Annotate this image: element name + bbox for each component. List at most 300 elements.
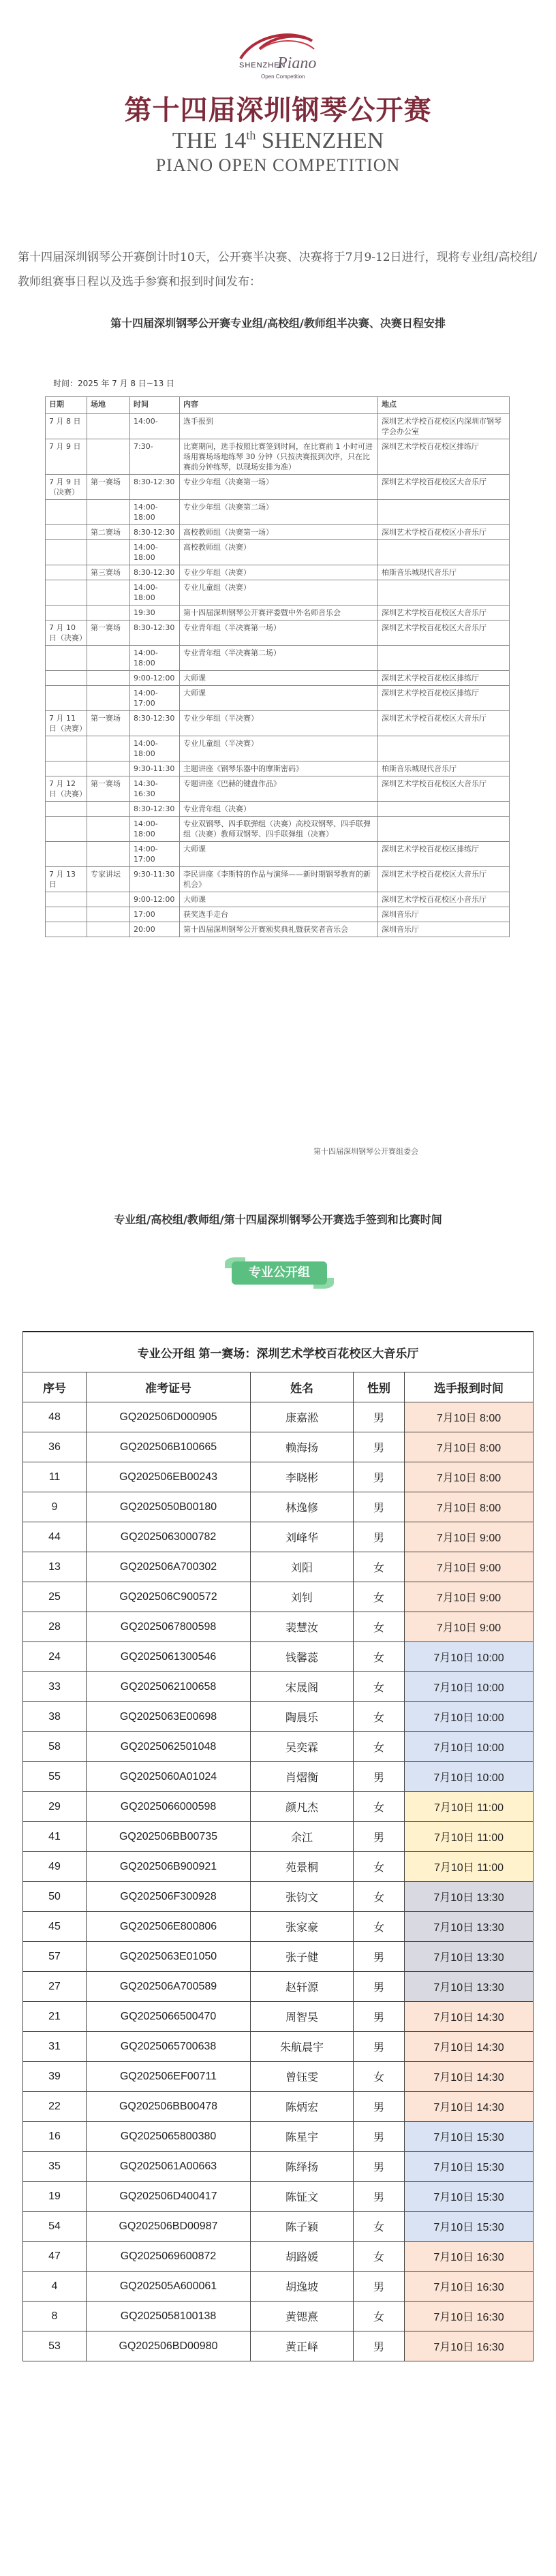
schedule-cell xyxy=(46,802,87,817)
schedule-cell xyxy=(87,439,130,475)
schedule-cell: 9:00-12:00 xyxy=(130,671,180,686)
schedule-cell xyxy=(46,606,87,621)
checkin-time-cell: 7月10日 11:00 xyxy=(405,1852,534,1882)
registration-cell: GQ2025062501048 xyxy=(87,1732,251,1762)
registration-cell: 55 xyxy=(23,1762,87,1792)
schedule-cell xyxy=(87,671,130,686)
registration-cell: 男 xyxy=(354,2032,405,2062)
checkin-time-cell: 7月10日 13:30 xyxy=(405,1882,534,1912)
registration-cell: 宋晟阁 xyxy=(251,1672,354,1702)
schedule-row xyxy=(46,565,510,580)
registration-cell: 陈钲文 xyxy=(251,2182,354,2212)
schedule-cell: 大师课 xyxy=(180,671,378,686)
schedule-table xyxy=(45,396,510,937)
registration-cell: 53 xyxy=(23,2331,87,2361)
registration-cell: GQ202506EF00711 xyxy=(87,2062,251,2092)
registration-cell: 47 xyxy=(23,2242,87,2272)
schedule-row xyxy=(46,686,510,711)
registration-caption: 专业公开组 第一赛场：深圳艺术学校百花校区大音乐厅 xyxy=(23,1332,534,1372)
registration-cell: GQ2025063E01050 xyxy=(87,1942,251,1972)
registration-cell: 陶晨乐 xyxy=(251,1702,354,1732)
registration-cell: 男 xyxy=(354,1432,405,1462)
schedule-cell: 专业儿童组（决赛） xyxy=(180,580,378,606)
registration-row xyxy=(23,2122,534,2152)
schedule-cell xyxy=(87,892,130,907)
registration-row xyxy=(23,1792,534,1822)
registration-cell: 54 xyxy=(23,2212,87,2242)
registration-cell: GQ2025065700638 xyxy=(87,2032,251,2062)
schedule-cell xyxy=(46,842,87,867)
registration-cell: 陈子颖 xyxy=(251,2212,354,2242)
schedule-row xyxy=(46,500,510,525)
schedule-row xyxy=(46,711,510,736)
registration-cell: 苑景桐 xyxy=(251,1852,354,1882)
registration-cell: 女 xyxy=(354,2242,405,2272)
schedule-cell xyxy=(46,736,87,761)
schedule-cell xyxy=(46,580,87,606)
registration-cell: 康嘉淞 xyxy=(251,1402,354,1432)
registration-cell: GQ2025061300546 xyxy=(87,1642,251,1672)
schedule-cell: 8:30-12:30 xyxy=(130,711,180,736)
registration-cell: 男 xyxy=(354,2272,405,2302)
schedule-row xyxy=(46,892,510,907)
registration-row xyxy=(23,1702,534,1732)
competition-logo xyxy=(0,29,556,83)
registration-cell: 朱航晨宇 xyxy=(251,2032,354,2062)
schedule-cell: 专家讲坛 xyxy=(87,867,130,892)
checkin-time-cell: 7月10日 14:30 xyxy=(405,2092,534,2122)
schedule-cell: 7 月 12 日（决赛） xyxy=(46,776,87,802)
registration-row xyxy=(23,2182,534,2212)
schedule-heading: 第十四届深圳钢琴公开赛专业组/高校组/教师组半决赛、决赛日程安排 xyxy=(110,317,446,330)
checkin-time-cell: 7月10日 16:30 xyxy=(405,2272,534,2302)
schedule-cell: 深圳艺术学校百花校区小音乐厅 xyxy=(378,892,510,907)
registration-cell: 周智昊 xyxy=(251,2002,354,2032)
logo-sub-text: Open Competition xyxy=(261,74,305,80)
registration-cell: GQ202506A700589 xyxy=(87,1972,251,2002)
registration-row xyxy=(23,1762,534,1792)
registration-cell: 女 xyxy=(354,1792,405,1822)
checkin-time-cell: 7月10日 15:30 xyxy=(405,2182,534,2212)
schedule-cell: 专业青年组（决赛） xyxy=(180,802,378,817)
checkin-time-cell: 7月10日 10:00 xyxy=(405,1642,534,1672)
schedule-cell: 7 月 8 日 xyxy=(46,414,87,439)
registration-cell: 50 xyxy=(23,1882,87,1912)
schedule-cell: 7 月 9 日 xyxy=(46,439,87,475)
schedule-cell: 第一赛场 xyxy=(87,621,130,646)
checkin-time-cell: 7月10日 13:30 xyxy=(405,1912,534,1942)
schedule-cell: 第一赛场 xyxy=(87,776,130,802)
schedule-cell: 14:00- xyxy=(130,414,180,439)
schedule-cell xyxy=(87,922,130,937)
registration-row xyxy=(23,1912,534,1942)
schedule-cell: 高校教师组（决赛） xyxy=(180,540,378,565)
registration-header-cell: 准考证号 xyxy=(87,1372,251,1402)
registration-cell: 男 xyxy=(354,2152,405,2182)
schedule-time: 时间：2025 年 7 月 8 日~13 日 xyxy=(53,379,175,388)
registration-cell: GQ2025066500470 xyxy=(87,2002,251,2032)
schedule-cell: 20:00 xyxy=(130,922,180,937)
schedule-cell xyxy=(87,761,130,776)
schedule-cell: 专业青年组（半决赛第二场） xyxy=(180,646,378,671)
checkin-time-cell: 7月10日 10:00 xyxy=(405,1762,534,1792)
checkin-time-cell: 7月10日 16:30 xyxy=(405,2302,534,2331)
schedule-header-cell: 时间 xyxy=(130,397,180,414)
schedule-row xyxy=(46,621,510,646)
schedule-cell: 深圳艺术学校百花校区大音乐厅 xyxy=(378,606,510,621)
registration-cell: GQ2025058100138 xyxy=(87,2302,251,2331)
schedule-cell: 7 月 9 日（决赛） xyxy=(46,475,87,500)
registration-cell: GQ202505A600061 xyxy=(87,2272,251,2302)
registration-cell: GQ2025063000782 xyxy=(87,1522,251,1552)
registration-row xyxy=(23,1852,534,1882)
schedule-cell: 大师课 xyxy=(180,842,378,867)
registration-row xyxy=(23,1942,534,1972)
registration-cell: 女 xyxy=(354,1702,405,1732)
registration-row xyxy=(23,1492,534,1522)
schedule-cell: 专题讲座《巴赫的键盘作品》 xyxy=(180,776,378,802)
registration-cell: 张家豪 xyxy=(251,1912,354,1942)
registration-row xyxy=(23,2272,534,2302)
schedule-header-row xyxy=(46,397,510,414)
schedule-cell: 深圳艺术学校百花校区大音乐厅 xyxy=(378,776,510,802)
schedule-cell: 专业少年组（决赛第一场） xyxy=(180,475,378,500)
schedule-cell: 9:30-11:30 xyxy=(130,761,180,776)
registration-cell: GQ2025069600872 xyxy=(87,2242,251,2272)
schedule-cell: 专业青年组（半决赛第一场） xyxy=(180,621,378,646)
schedule-cell: 8:30-12:30 xyxy=(130,525,180,540)
registration-cell: GQ202506BB00735 xyxy=(87,1822,251,1852)
schedule-cell: 主题讲座《钢琴乐器中的摩斯密码》 xyxy=(180,761,378,776)
schedule-cell: 深圳艺术学校百花校区排练厅 xyxy=(378,842,510,867)
registration-cell: 男 xyxy=(354,1762,405,1792)
schedule-row xyxy=(46,817,510,842)
schedule-cell xyxy=(378,500,510,525)
registration-row xyxy=(23,2002,534,2032)
registration-row xyxy=(23,1732,534,1762)
schedule-cell xyxy=(378,817,510,842)
registration-cell: 女 xyxy=(354,1612,405,1642)
schedule-row xyxy=(46,606,510,621)
registration-cell: 11 xyxy=(23,1462,87,1492)
registration-cell: GQ202506BB00478 xyxy=(87,2092,251,2122)
registration-table xyxy=(22,1331,534,2361)
schedule-footer: 第十四届深圳钢琴公开赛组委会 xyxy=(313,1147,418,1156)
checkin-time-cell: 7月10日 9:00 xyxy=(405,1582,534,1612)
registration-cell: 张子健 xyxy=(251,1942,354,1972)
schedule-cell xyxy=(87,500,130,525)
schedule-cell: 9:00-12:00 xyxy=(130,892,180,907)
schedule-cell: 深圳艺术学校百花校区大音乐厅 xyxy=(378,867,510,892)
registration-cell: GQ202506F300928 xyxy=(87,1882,251,1912)
checkin-time-cell: 7月10日 14:30 xyxy=(405,2002,534,2032)
registration-header-row xyxy=(23,1372,534,1402)
registration-cell: 男 xyxy=(354,1462,405,1492)
registration-header-cell: 选手报到时间 xyxy=(405,1372,534,1402)
schedule-cell xyxy=(378,802,510,817)
registration-row xyxy=(23,1882,534,1912)
registration-cell: 吴奕霖 xyxy=(251,1732,354,1762)
registration-cell: 男 xyxy=(354,2002,405,2032)
registration-cell: GQ202506B100665 xyxy=(87,1432,251,1462)
schedule-cell: 9:30-11:30 xyxy=(130,867,180,892)
registration-cell: 女 xyxy=(354,1672,405,1702)
schedule-cell: 17:00 xyxy=(130,907,180,922)
registration-cell: 男 xyxy=(354,2331,405,2361)
title-english-line1: THE 14th SHENZHEN xyxy=(172,128,384,153)
schedule-cell: 深圳艺术学校百花校区内深圳市钢琴学会办公室 xyxy=(378,414,510,439)
registration-row xyxy=(23,1612,534,1642)
checkin-time-cell: 7月10日 16:30 xyxy=(405,2331,534,2361)
schedule-cell xyxy=(87,540,130,565)
schedule-cell xyxy=(87,842,130,867)
registration-cell: GQ2025061A00663 xyxy=(87,2152,251,2182)
schedule-cell: 专业儿童组（半决赛） xyxy=(180,736,378,761)
schedule-cell xyxy=(46,671,87,686)
checkin-time-cell: 7月10日 10:00 xyxy=(405,1732,534,1762)
schedule-row xyxy=(46,671,510,686)
schedule-cell xyxy=(378,736,510,761)
registration-cell: 黄正峄 xyxy=(251,2331,354,2361)
schedule-header-cell: 日期 xyxy=(46,397,87,414)
registration-cell: 女 xyxy=(354,2212,405,2242)
registration-cell: 35 xyxy=(23,2152,87,2182)
registration-cell: 男 xyxy=(354,1492,405,1522)
registration-row xyxy=(23,1672,534,1702)
registration-row xyxy=(23,1972,534,2002)
registration-cell: 58 xyxy=(23,1732,87,1762)
schedule-cell: 第一赛场 xyxy=(87,711,130,736)
registration-cell: 25 xyxy=(23,1582,87,1612)
schedule-cell: 深圳艺术学校百花校区排练厅 xyxy=(378,671,510,686)
registration-cell: 男 xyxy=(354,1942,405,1972)
schedule-cell xyxy=(378,540,510,565)
schedule-cell xyxy=(87,736,130,761)
schedule-row xyxy=(46,802,510,817)
schedule-cell: 高校教师组（决赛第一场） xyxy=(180,525,378,540)
schedule-cell: 14:00-18:00 xyxy=(130,736,180,761)
signin-heading: 专业组/高校组/教师组/第十四届深圳钢琴公开赛选手签到和比赛时间 xyxy=(114,1213,442,1226)
schedule-cell xyxy=(87,606,130,621)
registration-cell: GQ202506BD00987 xyxy=(87,2212,251,2242)
checkin-time-cell: 7月10日 8:00 xyxy=(405,1492,534,1522)
schedule-cell: 专业少年组（半决赛） xyxy=(180,711,378,736)
schedule-cell: 比赛期间，选手按照比赛签到时间，在比赛前 1 小时可进场用赛场场地练琴 30 分钟（只按决赛报到次序，只在比赛前分钟练琴，以现场安排为准） xyxy=(180,439,378,475)
checkin-time-cell: 7月10日 13:30 xyxy=(405,1942,534,1972)
registration-cell: 女 xyxy=(354,1852,405,1882)
section-badge xyxy=(225,1255,334,1289)
schedule-cell: 李民讲座《李斯特的作品与演绎——新时期钢琴教育的新机会》 xyxy=(180,867,378,892)
registration-row xyxy=(23,1552,534,1582)
registration-cell: 肖熠衡 xyxy=(251,1762,354,1792)
registration-cell: 张钧文 xyxy=(251,1882,354,1912)
registration-row xyxy=(23,2331,534,2361)
registration-header-cell: 姓名 xyxy=(251,1372,354,1402)
schedule-cell: 柏斯音乐城现代音乐厅 xyxy=(378,565,510,580)
registration-cell: 女 xyxy=(354,1642,405,1672)
registration-cell: GQ202506D000905 xyxy=(87,1402,251,1432)
checkin-time-cell: 7月10日 16:30 xyxy=(405,2242,534,2272)
registration-cell: 8 xyxy=(23,2302,87,2331)
registration-row xyxy=(23,2062,534,2092)
registration-cell: 38 xyxy=(23,1702,87,1732)
title-english-line2: PIANO OPEN COMPETITION xyxy=(155,155,401,175)
schedule-cell xyxy=(46,540,87,565)
schedule-cell: 大师课 xyxy=(180,892,378,907)
checkin-time-cell: 7月10日 11:00 xyxy=(405,1792,534,1822)
schedule-header-cell: 内容 xyxy=(180,397,378,414)
schedule-cell: 专业双钢琴、四手联弹组（决赛）高校双钢琴、四手联弹组（决赛）教师双钢琴、四手联弹组（决赛） xyxy=(180,817,378,842)
registration-cell: 赵轩源 xyxy=(251,1972,354,2002)
schedule-cell xyxy=(46,686,87,711)
schedule-row xyxy=(46,842,510,867)
schedule-cell: 14:00-17:00 xyxy=(130,686,180,711)
registration-cell: GQ2025050B00180 xyxy=(87,1492,251,1522)
schedule-cell xyxy=(87,802,130,817)
schedule-cell: 深圳艺术学校百花校区排练厅 xyxy=(378,686,510,711)
registration-cell: 胡路媛 xyxy=(251,2242,354,2272)
registration-cell: 13 xyxy=(23,1552,87,1582)
checkin-time-cell: 7月10日 14:30 xyxy=(405,2032,534,2062)
schedule-cell: 深圳艺术学校百花校区大音乐厅 xyxy=(378,475,510,500)
schedule-cell: 深圳音乐厅 xyxy=(378,907,510,922)
schedule-row xyxy=(46,646,510,671)
schedule-row xyxy=(46,867,510,892)
checkin-time-cell: 7月10日 9:00 xyxy=(405,1522,534,1552)
schedule-cell: 8:30-12:30 xyxy=(130,621,180,646)
schedule-cell: 14:00-17:00 xyxy=(130,842,180,867)
registration-row xyxy=(23,2092,534,2122)
title-chinese: 第十四届深圳钢琴公开赛 xyxy=(124,95,432,126)
registration-cell: GQ202506EB00243 xyxy=(87,1462,251,1492)
registration-cell: 陈绎扬 xyxy=(251,2152,354,2182)
checkin-time-cell: 7月10日 11:00 xyxy=(405,1822,534,1852)
schedule-cell xyxy=(46,907,87,922)
registration-cell: 27 xyxy=(23,1972,87,2002)
registration-cell: 赖海扬 xyxy=(251,1432,354,1462)
schedule-cell: 8:30-12:30 xyxy=(130,475,180,500)
schedule-cell xyxy=(87,414,130,439)
registration-cell: 男 xyxy=(354,2182,405,2212)
schedule-cell: 19:30 xyxy=(130,606,180,621)
checkin-time-cell: 7月10日 8:00 xyxy=(405,1462,534,1492)
registration-cell: GQ2025065800380 xyxy=(87,2122,251,2152)
schedule-row xyxy=(46,580,510,606)
registration-cell: 21 xyxy=(23,2002,87,2032)
schedule-cell: 14:00-18:00 xyxy=(130,646,180,671)
registration-row xyxy=(23,2242,534,2272)
schedule-cell xyxy=(46,565,87,580)
schedule-row xyxy=(46,776,510,802)
registration-cell: 女 xyxy=(354,1912,405,1942)
schedule-header-cell: 场地 xyxy=(87,397,130,414)
schedule-cell xyxy=(46,922,87,937)
registration-row xyxy=(23,1522,534,1552)
schedule-cell: 14:00-18:00 xyxy=(130,817,180,842)
registration-cell: GQ202506C900572 xyxy=(87,1582,251,1612)
schedule-cell xyxy=(378,580,510,606)
schedule-cell: 8:30-12:30 xyxy=(130,802,180,817)
checkin-time-cell: 7月10日 15:30 xyxy=(405,2122,534,2152)
registration-cell: 9 xyxy=(23,1492,87,1522)
registration-cell: 余江 xyxy=(251,1822,354,1852)
registration-cell: GQ2025066000598 xyxy=(87,1792,251,1822)
schedule-row xyxy=(46,475,510,500)
registration-cell: GQ2025067800598 xyxy=(87,1612,251,1642)
registration-cell: 男 xyxy=(354,1822,405,1852)
registration-cell: 黄锶熹 xyxy=(251,2302,354,2331)
schedule-row xyxy=(46,414,510,439)
registration-row xyxy=(23,2152,534,2182)
registration-cell: 女 xyxy=(354,1552,405,1582)
registration-cell: 41 xyxy=(23,1822,87,1852)
registration-cell: 陈炳宏 xyxy=(251,2092,354,2122)
registration-cell: 57 xyxy=(23,1942,87,1972)
intro-paragraph: 第十四届深圳钢琴公开赛倒计时10天，公开赛半决赛、决赛将于7月9-12日进行，现将专业组/高校组/教师组赛事日程以及选手参赛和报到时间发布： xyxy=(18,251,538,289)
registration-row xyxy=(23,1432,534,1462)
registration-cell: 颜凡杰 xyxy=(251,1792,354,1822)
registration-cell: 陈星宇 xyxy=(251,2122,354,2152)
schedule-cell: 选手报到 xyxy=(180,414,378,439)
schedule-cell: 深圳艺术学校百花校区小音乐厅 xyxy=(378,525,510,540)
registration-cell: 39 xyxy=(23,2062,87,2092)
checkin-time-cell: 7月10日 10:00 xyxy=(405,1672,534,1702)
schedule-cell: 深圳艺术学校百花校区排练厅 xyxy=(378,439,510,475)
logo-piano-text: Piano xyxy=(277,54,317,72)
registration-row xyxy=(23,1462,534,1492)
registration-cell: 男 xyxy=(354,2092,405,2122)
schedule-cell xyxy=(87,646,130,671)
registration-cell: GQ202506D400417 xyxy=(87,2182,251,2212)
schedule-row xyxy=(46,540,510,565)
registration-cell: 31 xyxy=(23,2032,87,2062)
schedule-cell xyxy=(378,646,510,671)
registration-row xyxy=(23,1582,534,1612)
schedule-row xyxy=(46,922,510,937)
logo-city-text: SHENZHEN xyxy=(239,61,286,69)
registration-cell: 胡逸坡 xyxy=(251,2272,354,2302)
registration-row xyxy=(23,2212,534,2242)
registration-cell: 女 xyxy=(354,1582,405,1612)
schedule-row xyxy=(46,525,510,540)
schedule-cell xyxy=(87,580,130,606)
registration-cell: 45 xyxy=(23,1912,87,1942)
schedule-cell: 柏斯音乐城现代音乐厅 xyxy=(378,761,510,776)
schedule-cell: 深圳艺术学校百花校区大音乐厅 xyxy=(378,711,510,736)
schedule-cell: 专业少年组（决赛第二场） xyxy=(180,500,378,525)
registration-cell: 24 xyxy=(23,1642,87,1672)
schedule-cell xyxy=(46,525,87,540)
registration-cell: 女 xyxy=(354,2302,405,2331)
registration-cell: 29 xyxy=(23,1792,87,1822)
registration-cell: GQ202506E800806 xyxy=(87,1912,251,1942)
badge-label: 专业公开组 xyxy=(232,1261,327,1285)
registration-cell: 李晓彬 xyxy=(251,1462,354,1492)
checkin-time-cell: 7月10日 8:00 xyxy=(405,1432,534,1462)
schedule-cell: 第十四届深圳钢琴公开赛评委暨中外名师音乐会 xyxy=(180,606,378,621)
registration-cell: 36 xyxy=(23,1432,87,1462)
registration-cell: 19 xyxy=(23,2182,87,2212)
schedule-cell xyxy=(46,646,87,671)
schedule-cell: 专业少年组（决赛） xyxy=(180,565,378,580)
registration-caption-row xyxy=(23,1332,534,1372)
schedule-cell: 大师课 xyxy=(180,686,378,711)
checkin-time-cell: 7月10日 13:30 xyxy=(405,1972,534,2002)
registration-cell: 男 xyxy=(354,1972,405,2002)
registration-row xyxy=(23,1402,534,1432)
registration-cell: GQ2025063E00698 xyxy=(87,1702,251,1732)
schedule-cell: 14:30-16:30 xyxy=(130,776,180,802)
